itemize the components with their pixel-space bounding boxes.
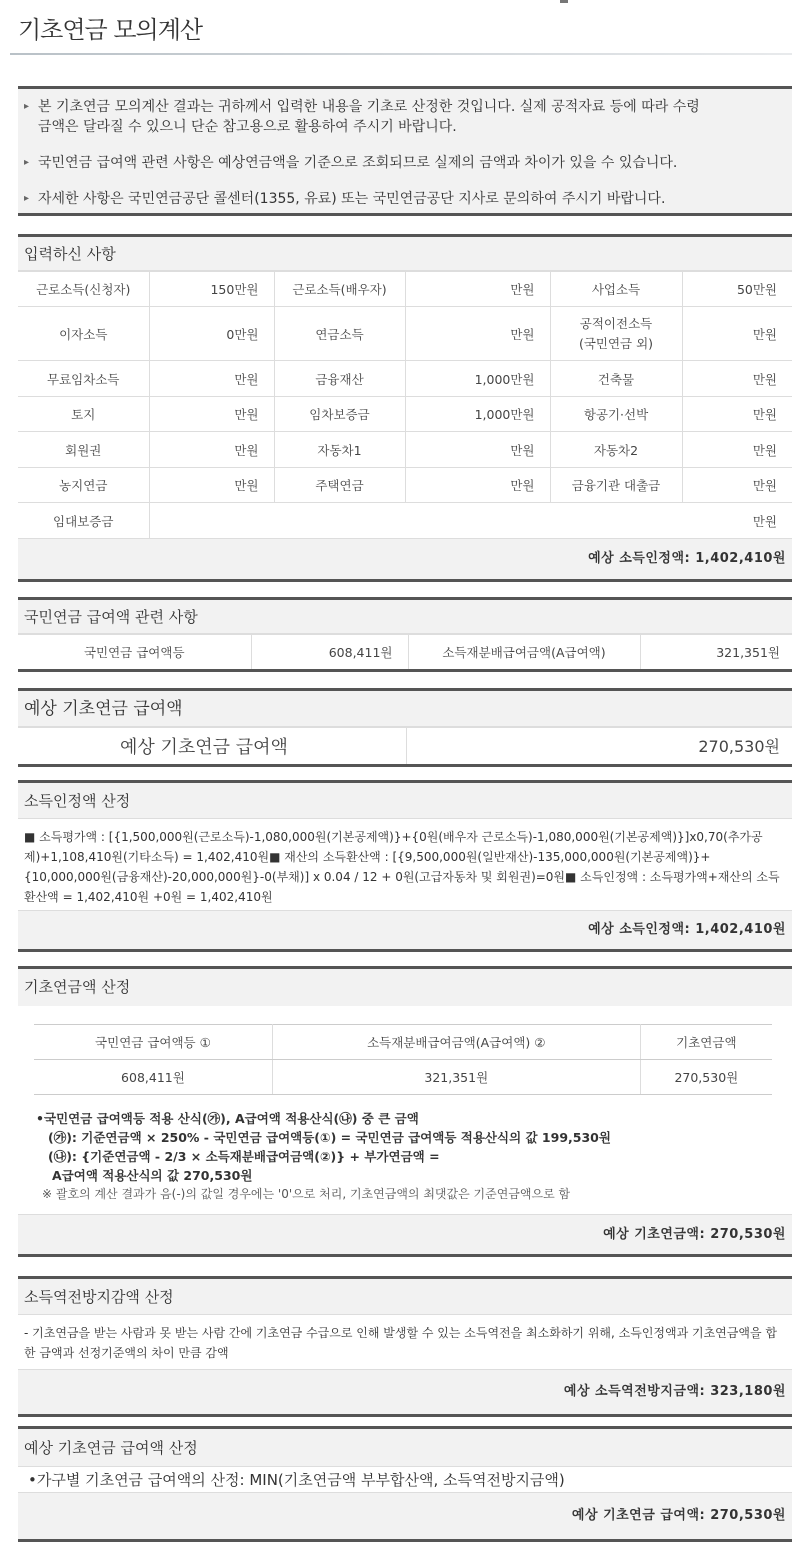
rule-a: (㉮): 기준연금액 × 250% - 국민연금 급여액등(①) = 국민연금 급여액등 적용산식의 값 199,530원 [48,1130,611,1145]
field-value: 만원 [149,361,274,397]
field-value: 만원 [405,432,550,468]
section-title: 예상 기초연금 급여액 [18,691,792,727]
field-label: 연금소득 [274,307,405,361]
income-reversal-desc: - 기초연금을 받는 사람과 못 받는 사람 간에 기초연금 수급으로 인해 발생할 수 있는 소득역전을 최소화하기 위해, 소득인정액과 기초연금액을 합한 금액과 선정기준액의 차이 만큼 감액 [18,1315,792,1370]
table-row [18,432,792,468]
expected-pension-section [18,688,792,767]
national-pension-table [18,634,792,669]
field-value: 만원 [682,307,792,361]
field-label: 임대보증금 [18,503,149,539]
column-header: 국민연금 급여액등 ① [34,1025,272,1060]
notice-item: ▸ 본 기초연금 모의계산 결과는 귀하께서 입력한 내용을 기초로 산정한 것입니다. 실제 공적자료 등에 따라 수령금액은 달라질 수 있으니 단순 참고용으로 활용하여 주시기 바랍니다. [22,97,788,137]
field-label: 토지 [18,397,149,432]
field-label: 주택연금 [274,468,405,503]
table-row [18,307,792,361]
table-row [18,503,792,539]
field-value: 270,530원 [406,728,792,764]
field-label: 사업소득 [550,272,682,307]
column-header: 소득재분배급여금액(A급여액) ② [272,1025,640,1060]
income-reversal-section [18,1276,792,1417]
field-label: 소득재분배급여금액(A급여액) [408,635,640,669]
national-pension-section [18,597,792,672]
section-title: 예상 기초연금 급여액 산정 [18,1429,792,1467]
field-label: 근로소득(배우자) [274,272,405,307]
table-header-row [34,1025,772,1060]
section-title: 입력하신 사항 [18,237,792,271]
rule-b-result: A급여액 적용산식의 값 270,530원 [52,1168,253,1183]
field-label: 농지연금 [18,468,149,503]
field-value: 만원 [682,361,792,397]
field-value: 50만원 [682,272,792,307]
table-row [18,361,792,397]
field-label: 임차보증금 [274,397,405,432]
field-label: 자동차1 [274,432,405,468]
field-value: 만원 [682,468,792,503]
top-edge-mark [560,0,568,3]
title-divider [10,53,792,55]
notice-item: ▸ 국민연금 급여액 관련 사항은 예상연금액을 기준으로 조회되므로 실제의 금액과 차이가 있을 수 있습니다. [22,153,788,173]
cell-value: 321,351원 [272,1060,640,1095]
field-label: 자동차2 [550,432,682,468]
table-row [18,397,792,432]
field-label: 항공기·선박 [550,397,682,432]
notice-item: ▸ 자세한 사항은 국민연금공단 콜센터(1355, 유료) 또는 국민연금공단 지사로 문의하여 주시기 바랍니다. [22,189,788,209]
field-value: 1,000만원 [405,397,550,432]
income-reversal-total: 예상 소득역전방지금액: 323,180원 [18,1370,792,1414]
field-label: 예상 기초연금 급여액 [18,728,406,764]
table-row [34,1060,772,1095]
table-row [18,468,792,503]
field-value: 만원 [149,432,274,468]
section-title: 소득인정액 산정 [18,783,792,819]
field-label [550,307,682,361]
table-row [18,728,792,764]
section-title: 기초연금액 산정 [18,969,792,1006]
field-label: 금융기관 대출금 [550,468,682,503]
table-row [18,272,792,307]
field-value: 150만원 [149,272,274,307]
input-summary-section [18,234,792,582]
column-header: 기초연금액 [640,1025,772,1060]
field-value: 만원 [405,272,550,307]
rule-note: ※ 괄호의 계산 결과가 음(-)의 값일 경우에는 '0'으로 처리, 기초연금액의 최댓값은 기준연금액으로 함 [42,1187,571,1201]
cell-value: 608,411원 [34,1060,272,1095]
field-value: 만원 [149,503,792,539]
field-value: 만원 [682,432,792,468]
field-value: 만원 [149,397,274,432]
basic-pension-table [34,1024,772,1095]
cell-value: 270,530원 [640,1060,772,1095]
field-value: 1,000만원 [405,361,550,397]
field-label: 회원권 [18,432,149,468]
income-calc-section [18,780,792,952]
input-table [18,271,792,539]
field-label: 금융재산 [274,361,405,397]
income-recognition-total: 예상 소득인정액: 1,402,410원 [18,911,792,949]
formula-rules [18,1105,792,1214]
expected-pension-table [18,727,792,764]
field-value: 만원 [405,468,550,503]
field-label: 건축물 [550,361,682,397]
section-title: 국민연금 급여액 관련 사항 [18,600,792,634]
rule-main: •국민연금 급여액등 적용 산식(㉮), A급여액 적용산식(㉯) 중 큰 금액 [36,1111,419,1126]
field-value: 608,411원 [251,635,408,669]
page-title: 기초연금 모의계산 [18,16,203,44]
field-label: 국민연금 급여액등 [18,635,251,669]
field-value: 321,351원 [640,635,792,669]
field-value: 만원 [405,307,550,361]
field-label-line2: (국민연금 외) [578,335,654,351]
field-value: 만원 [682,397,792,432]
final-pension-section [18,1426,792,1542]
field-value: 0만원 [149,307,274,361]
final-pension-total: 예상 기초연금 급여액: 270,530원 [18,1493,792,1539]
notice-box [18,86,792,216]
income-recognition-total: 예상 소득인정액: 1,402,410원 [18,539,792,579]
basic-pension-calc-section [18,966,792,1257]
field-label: 무료임차소득 [18,361,149,397]
income-formula-text: ■ 소득평가액 : [{1,500,000원(근로소득)-1,080,000원(기본공제액)}+{0원(배우자 근로소득)-1,080,000원(기본공제액)}]x0,70(추가공제)+1,108,410원(기타소득) = 1,402,410원■ 재산의 소득환산액 : [{9,500,000원(일반재산)-135,000,000원(기본공제액)}+{10,000,000원(금융재산)-20,000,000원}-0(부채)] x 0.04 / 12 + 0원(고급자동차 및 회원권)=0원■ 소득인정액 : 소득평가액+재산의 소득환산액 = 1,402,410원 +0원 = 1,402,410원 [18,819,792,911]
field-label: 근로소득(신청자) [18,272,149,307]
field-label: 이자소득 [18,307,149,361]
field-label-line1: 공적이전소득 [579,315,653,331]
field-value: 만원 [149,468,274,503]
section-title: 소득역전방지감액 산정 [18,1279,792,1315]
rule-b: (㉯): {기준연금액 - 2/3 × 소득재분배급여금액(②)} + 부가연금액 = [48,1149,440,1164]
final-rule: •가구별 기초연금 급여액의 산정: MIN(기초연금액 부부합산액, 소득역전방지금액) [18,1467,792,1493]
basic-pension-total: 예상 기초연금액: 270,530원 [18,1214,792,1254]
table-row [18,635,792,669]
